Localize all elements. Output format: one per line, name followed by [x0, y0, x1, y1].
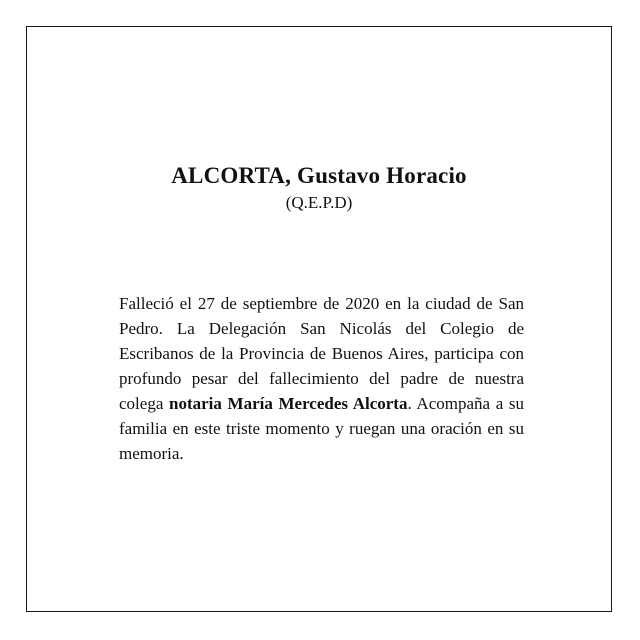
- notice-frame: [26, 26, 612, 612]
- body-text-bold-name: notaria María Mercedes Alcorta: [169, 394, 408, 413]
- deceased-name: ALCORTA, Gustavo Horacio: [171, 163, 467, 188]
- body-text-before: Falleció el 27 de septiembre de 2020 en la ciudad de San Pedro. La Delegación San Nicolás del Colegio de Escribanos de la Provincia de Buenos Aires, participa con profundo pesar del fallecimiento del padre de nuestra colega: [119, 294, 524, 413]
- qepd-label: (Q.E.P.D): [285, 193, 353, 212]
- body-text-after: . Acompaña a su familia en este triste momento y ruegan una oración en su memoria.: [119, 394, 524, 463]
- notice-body: [119, 291, 524, 466]
